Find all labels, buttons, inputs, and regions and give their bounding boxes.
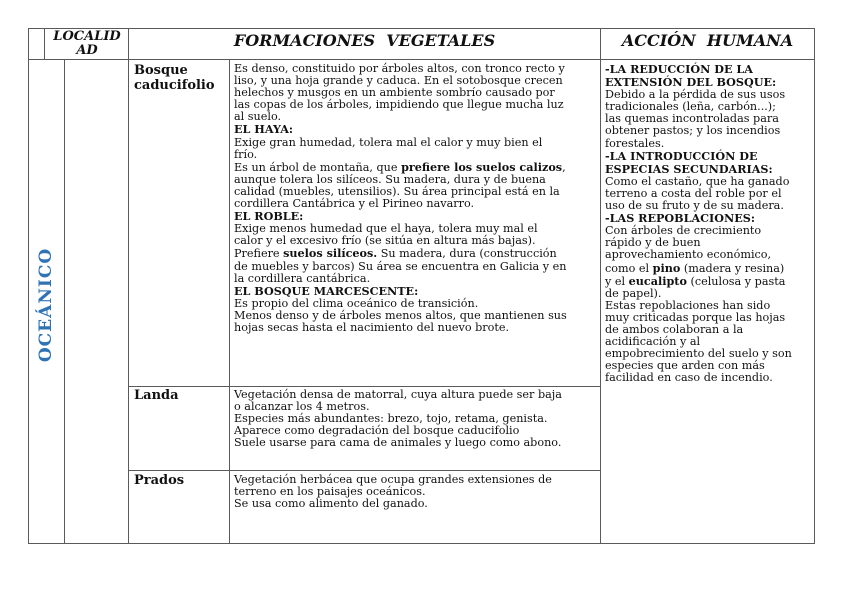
section-title: -LAS REPOBLACIONES: <box>605 211 755 226</box>
text-line: cordillera Cantábrica y el Pirineo navarro. <box>234 197 475 211</box>
text-line: Estas repoblaciones han sido <box>605 298 771 312</box>
text-line: rápido y de buen <box>605 236 701 250</box>
text-line: las quemas incontroladas para <box>605 112 779 126</box>
landa-description <box>234 389 598 449</box>
formation-name-prados: Prados <box>134 473 185 488</box>
table-border-top <box>28 28 815 29</box>
locality-header-line2: AD <box>76 43 98 58</box>
text-line: o alcanzar los 4 metros. <box>234 400 370 414</box>
text-line: acidificación y al <box>605 335 701 349</box>
section-title: -LA REDUCCIÓN DE LA <box>605 62 753 76</box>
text-line: Prefiere suelos silíceos. Su madera, dura (construcción <box>234 246 557 261</box>
row-divider-prados <box>128 470 600 471</box>
text-line: especies que arden con más <box>605 359 765 373</box>
text-line: la cordillera cantábrica. <box>234 271 371 285</box>
human-action-header: ACCIÓN HUMANA <box>621 31 794 50</box>
text-line: Debido a la pérdida de sus usos <box>605 88 786 102</box>
text-line: liso, y una hoja grande y caduca. En el sotobosque crecen <box>234 74 563 88</box>
formation-name-line2: caducifolio <box>134 78 215 93</box>
prados-description <box>234 474 598 510</box>
text-line: Suele usarse para cama de animales y luego como abono. <box>234 436 562 450</box>
formation-name-bosque <box>134 63 215 93</box>
text-line: calor y el excesivo frío (se sitúa en altura más bajas). <box>234 234 536 248</box>
text-line: frío. <box>234 147 258 161</box>
text-line: de papel). <box>605 286 662 300</box>
text-line: Como el castaño, que ha ganado <box>605 174 790 188</box>
text-line: hojas secas hasta el nacimiento del nuevo brote. <box>234 320 510 334</box>
formation-name-line1: Bosque <box>134 63 188 78</box>
text-line: aunque tolera los silíceos. Su madera, dura y de buena <box>234 172 546 186</box>
text-line: muy criticadas porque las hojas <box>605 310 786 324</box>
human-action-description <box>605 63 813 384</box>
text-line: forestales. <box>605 136 665 150</box>
roble-title: EL ROBLE: <box>234 209 304 224</box>
table-border-right <box>814 28 815 544</box>
section-title: EXTENSIÓN DEL BOSQUE: <box>605 75 777 90</box>
locality-header <box>47 30 127 58</box>
text-line: Vegetación densa de matorral, cuya altura puede ser baja <box>234 388 562 401</box>
text-line: terreno a costa del roble por el <box>605 186 782 200</box>
text-line: facilidad en caso de incendio. <box>605 371 773 385</box>
text-line: de muebles y barcos) Su área se encuentra en Galicia y en <box>234 259 567 273</box>
text-line: Exige menos humedad que el haya, tolera muy mal el <box>234 222 538 236</box>
text-line: Vegetación herbácea que ocupa grandes extensiones de <box>234 473 552 486</box>
text-line: uso de su fruto y de su madera. <box>605 199 784 213</box>
text-line: las copas de los árboles, impidiendo que llegue mucha luz <box>234 98 564 112</box>
table-border-bottom <box>28 543 815 544</box>
text-line: de ambos colaboran a la <box>605 322 744 336</box>
formations-header: FORMACIONES VEGETALES <box>233 31 496 50</box>
row-divider-landa <box>128 386 600 387</box>
text-line: Aparece como degradación del bosque caducifolio <box>234 424 520 438</box>
text-line: Menos denso y de árboles menos altos, que mantienen sus <box>234 308 567 322</box>
text-line: calidad (muebles, utensilios). Su área principal está en la <box>234 184 560 198</box>
climate-label: OCEÁNICO <box>36 247 56 363</box>
text-line: Exige gran humedad, tolera mal el calor y muy bien el <box>234 135 543 149</box>
text-line: Es denso, constituido por árboles altos, con tronco recto y <box>234 62 565 75</box>
text-line: como el pino (madera y resina) <box>605 260 785 275</box>
column-divider-climate <box>64 59 65 544</box>
text-line: Especies más abundantes: brezo, tojo, retama, genista. <box>234 412 548 426</box>
header-divider <box>28 59 815 60</box>
column-divider-human-action <box>600 28 601 544</box>
marcescente-title: EL BOSQUE MARCESCENTE: <box>234 283 419 298</box>
climate-cell <box>28 245 64 365</box>
text-line: al suelo. <box>234 110 282 124</box>
section-title: -LA INTRODUCCIÓN DE <box>605 148 758 163</box>
text-line: Es un árbol de montaña, que prefiere los suelos calizos, <box>234 159 566 174</box>
text-line: terreno en los paisajes oceánicos. <box>234 485 426 499</box>
formation-name-landa: Landa <box>134 388 179 403</box>
column-divider-description <box>229 59 230 544</box>
text-line: Es propio del clima oceánico de transición. <box>234 296 479 310</box>
text-line: empobrecimiento del suelo y son <box>605 347 792 361</box>
locality-header-line1: LOCALID <box>53 29 121 44</box>
text-line: tradicionales (leña, carbón...); <box>605 100 776 114</box>
text-line: helechos y musgos en un ambiente sombrío causado por <box>234 86 555 100</box>
section-title: ESPECIAS SECUNDARIAS: <box>605 161 773 176</box>
column-divider-locality <box>44 28 45 60</box>
text-line: Se usa como alimento del ganado. <box>234 497 428 511</box>
text-line: obtener pastos; y los incendios <box>605 124 781 138</box>
text-line: y el eucalipto (celulosa y pasta <box>605 273 786 288</box>
bosque-description <box>234 63 598 334</box>
haya-title: EL HAYA: <box>234 122 294 137</box>
text-line: aprovechamiento económico, <box>605 248 772 262</box>
column-divider-formation-name <box>128 28 129 544</box>
text-line: Con árboles de crecimiento <box>605 224 762 238</box>
